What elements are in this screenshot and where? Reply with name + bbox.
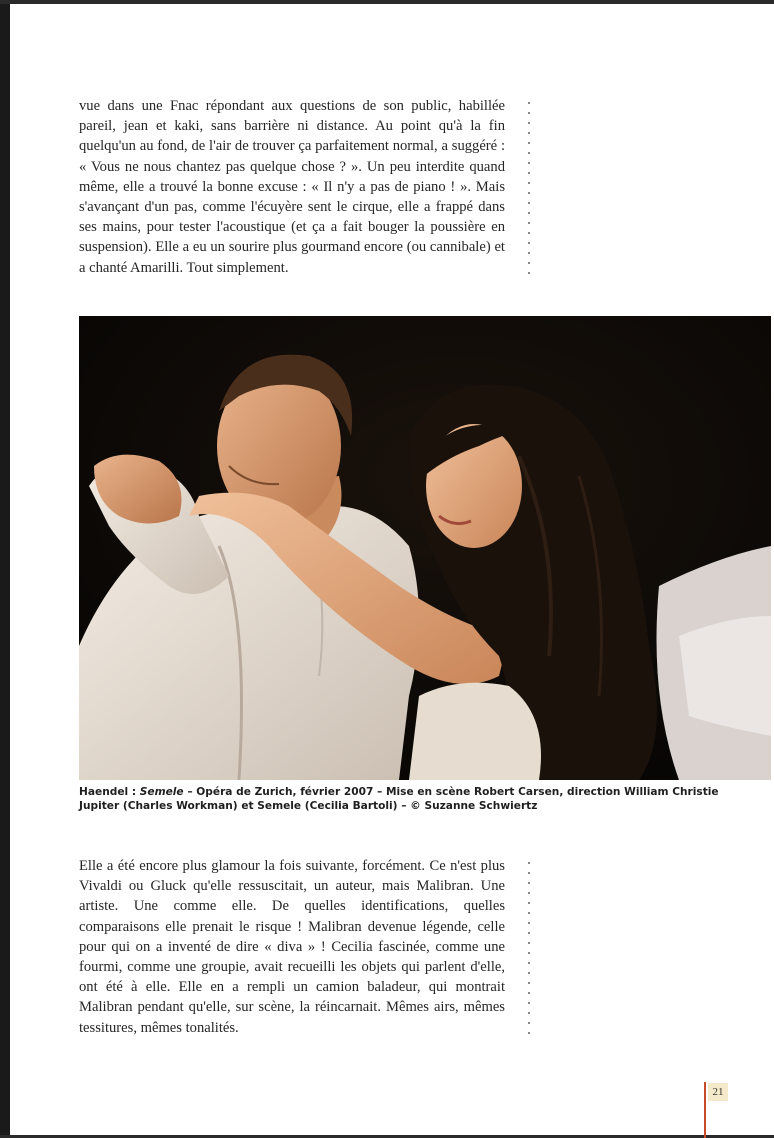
page-edge-top	[0, 0, 774, 4]
caption-prefix: Haendel :	[79, 786, 140, 798]
dotted-rule-top	[528, 98, 530, 276]
photo-illustration	[79, 316, 771, 780]
caption-line-1-rest: – Opéra de Zurich, février 2007 – Mise en scène Robert Carsen, direction William Christie	[183, 786, 719, 798]
photo-caption	[79, 785, 739, 813]
body-paragraph-top: vue dans une Fnac répondant aux questions de son public, habillée pareil, jean et kaki, sans barrière ni distance. Au point qu'à la fin quelqu'un au fond, de l'air de trouver ça parfaitement normal, a suggéré : « Vous ne nous chantez pas quelque chose ? ». Un peu interdite quand même, elle a trouvé la bonne excuse : « Il n'y a pas de piano ! ». Mais s'avançant d'un pas, comme l'écuyère sent le cirque, elle a frappé dans ses mains, pour tester l'acoustique (et ça a fait bouger la poussière en suspension). Elle a eu un sourire plus gourmand encore (ou cannibale) et a chanté Amarilli. Tout simplement.	[79, 98, 505, 276]
page-edge-left	[0, 0, 10, 1138]
caption-line-1	[79, 785, 739, 799]
page-number: 21	[708, 1083, 728, 1101]
caption-work-title: Semele	[139, 786, 184, 798]
body-paragraph-bottom: Elle a été encore plus glamour la fois suivante, forcément. Ce n'est plus Vivaldi ou Gluck qu'elle ressuscitait, un auteur, mais Malibran. Une artiste. Une comme elle. De quelles identifications, quelles comparaisons elle prenait le risque ! Malibran devenue légende, celle pour qui on a inventé de dire « diva » ! Cecilia fascinée, comme une fourmi, comme une groupie, avait recueilli les objets qui parlent d'elle, ont été à elle. Elle en a rempli un camion baladeur, qui montrait Malibran pendant qu'elle, sur scène, la réincarnait. Mêmes airs, mêmes tessitures, mêmes tonalités.	[79, 858, 505, 1036]
caption-line-2: Jupiter (Charles Workman) et Semele (Cecilia Bartoli) – © Suzanne Schwiertz	[79, 800, 538, 812]
production-photo	[79, 316, 771, 780]
dotted-rule-bottom	[528, 858, 530, 1040]
